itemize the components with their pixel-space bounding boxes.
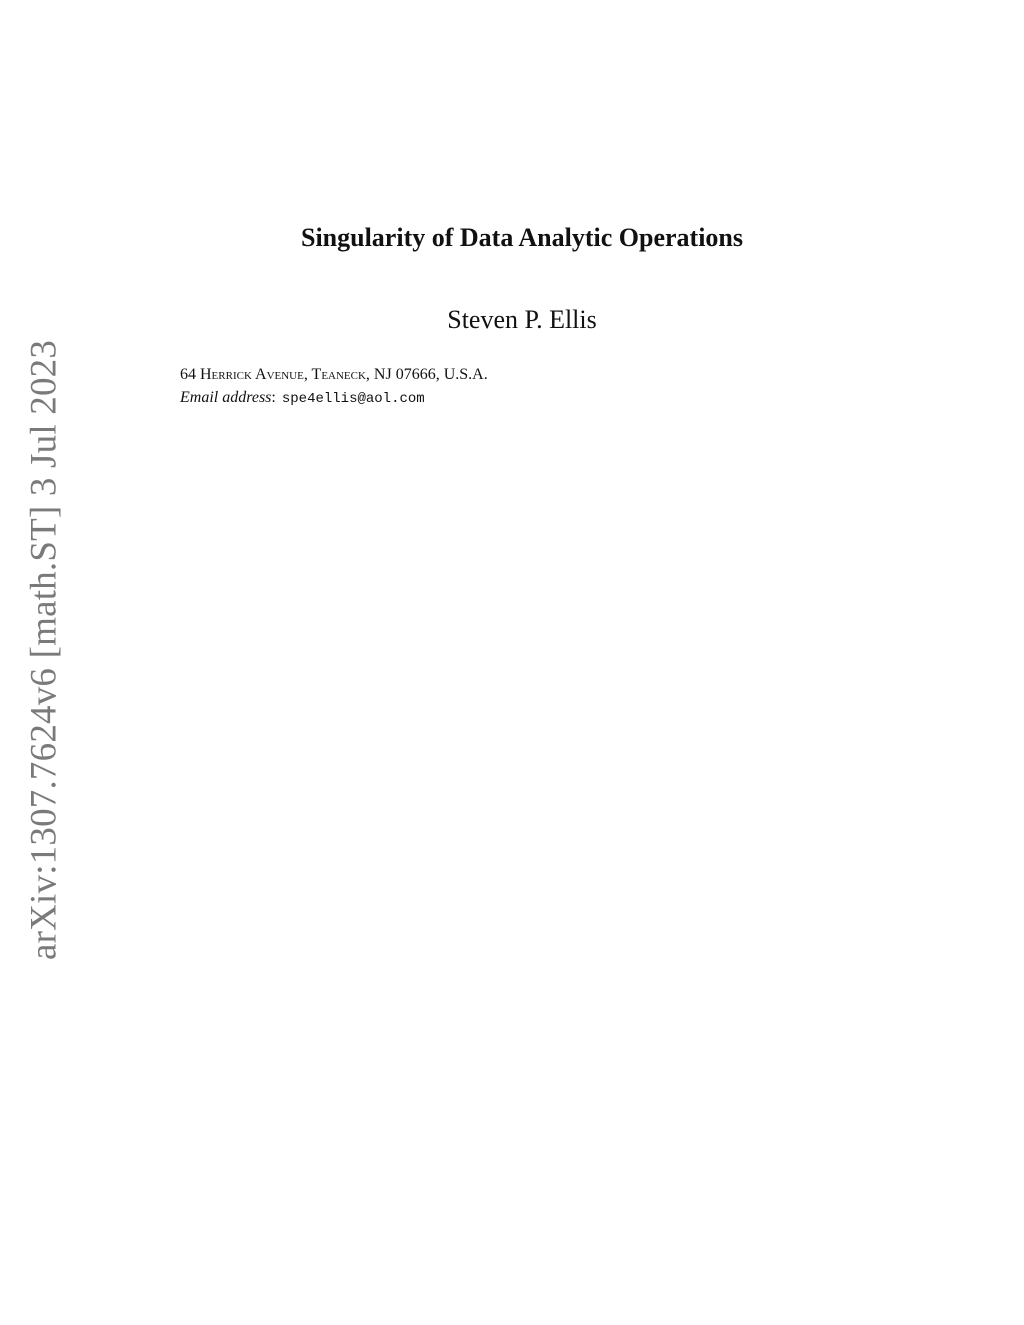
email-line <box>180 389 425 407</box>
email-label: Email address <box>180 389 272 406</box>
email-separator: : <box>271 389 276 406</box>
arxiv-identifier-stamp: arXiv:1307.7624v6 [math.ST] 3 Jul 2023 <box>23 339 65 961</box>
email-address: spe4ellis@aol.com <box>281 391 425 407</box>
paper-title: Singularity of Data Analytic Operations <box>300 223 743 252</box>
author-address: 64 Herrick Avenue, Teaneck, NJ 07666, U.S.A. <box>180 366 488 383</box>
author-name: Steven P. Ellis <box>447 305 597 334</box>
